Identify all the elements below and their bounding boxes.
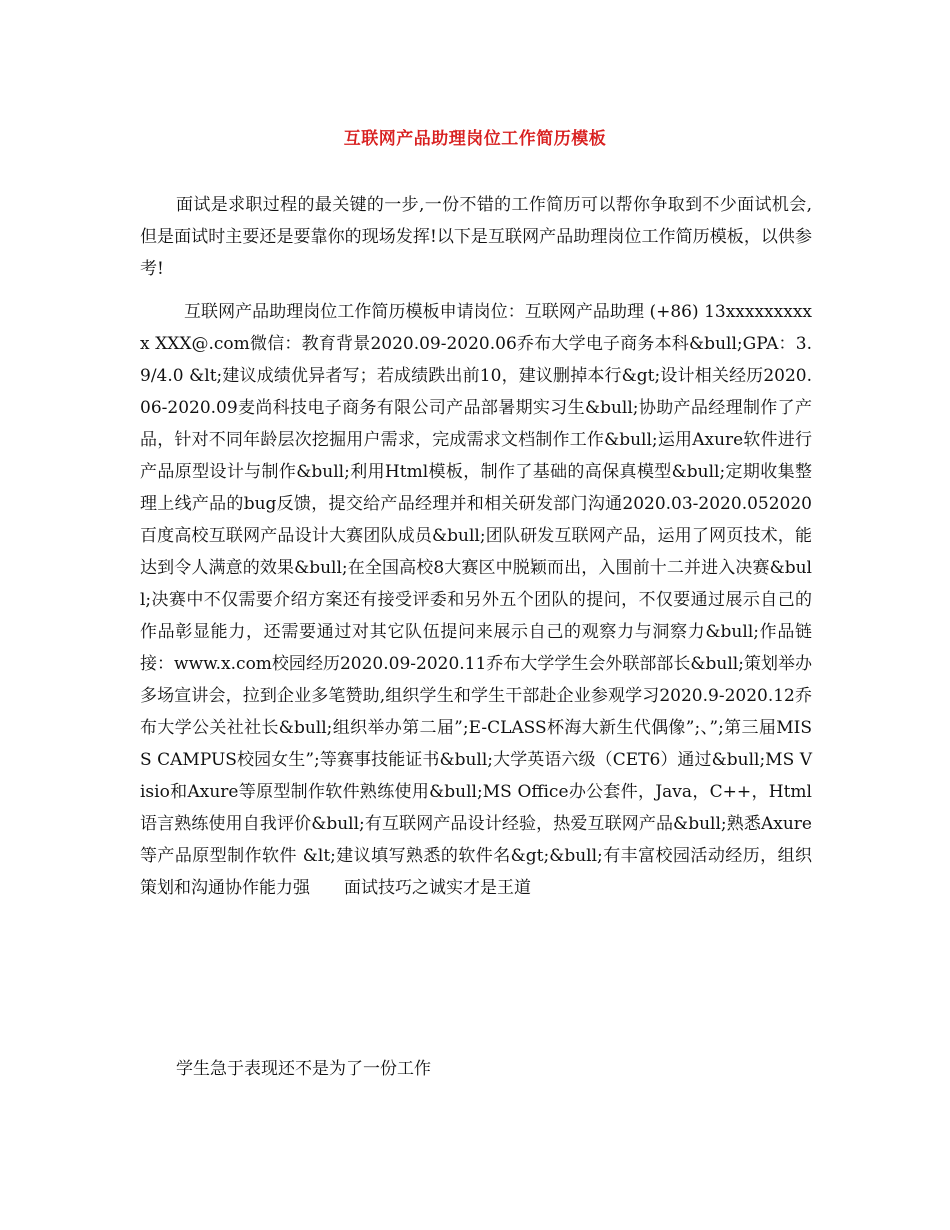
closing-paragraph: 学生急于表现还不是为了一份工作 xyxy=(176,1059,431,1079)
intro-paragraph: 面试是求职过程的最关键的一步,一份不错的工作简历可以帮你争取到不少面试机会,但是面试时主要还是要靠你的现场发挥!以下是互联网产品助理岗位工作简历模板，以供参考! xyxy=(140,195,812,279)
document-title: 互联网产品助理岗位工作简历模板 xyxy=(343,129,607,149)
resume-body-paragraph: 互联网产品助理岗位工作简历模板申请岗位：互联网产品助理 (+86) 13xxxxxxxxxx XXX@.com微信：教育背景2020.09-2020.06乔布大学电子商务本科&bull;GPA：3.9/4.0 &lt;建议成绩优异者写；若成绩跌出前10，建议删掉本行&gt;设计相关经历2020.06-2020.09麦尚科技电子商务有限公司产品部暑期实习生&bull;协助产品经理制作了产品，针对不同年龄层次挖掘用户需求，完成需求文档制作工作&bull;运用Axure软件进行产品原型设计与制作&bull;利用Html模板，制作了基础的高保真模型&bull;定期收集整理上线产品的bug反馈，提交给产品经理并和相关研发部门沟通2020.03-2020.052020百度高校互联网产品设计大赛团队成员&bull;团队研发互联网产品，运用了网页技术，能达到令人满意的效果&bull;在全国高校8大赛区中脱颖而出，入围前十二并进入决赛&bull;决赛中不仅需要介绍方案还有接受评委和另外五个团队的提问，不仅要通过展示自己的作品彰显能力，还需要通过对其它队伍提问来展示自己的观察力与洞察力&bull;作品链接：www.x.com校园经历2020.09-2020.11乔布大学学生会外联部部长&bull;策划举办多场宣讲会，拉到企业多笔赞助,组织学生和学生干部赴企业参观学习2020.9-2020.12乔布大学公关社社长&bull;组织举办第二届”;E-CLASS杯海大新生代偶像”;、”;第三届MISS CAMPUS校园女生”;等赛事技能证书&bull;大学英语六级（CET6）通过&bull;MS Visio和Axure等原型制作软件熟练使用&bull;MS Office办公套件，Java，C++，Html语言熟练使用自我评价&bull;有互联网产品设计经验，热爱互联网产品&bull;熟悉Axure等产品原型制作软件 &lt;建议填写熟悉的软件名&gt;&bull;有丰富校园活动经历，组织策划和沟通协作能力强 面试技巧之诚实才是王道 xyxy=(140,302,812,898)
